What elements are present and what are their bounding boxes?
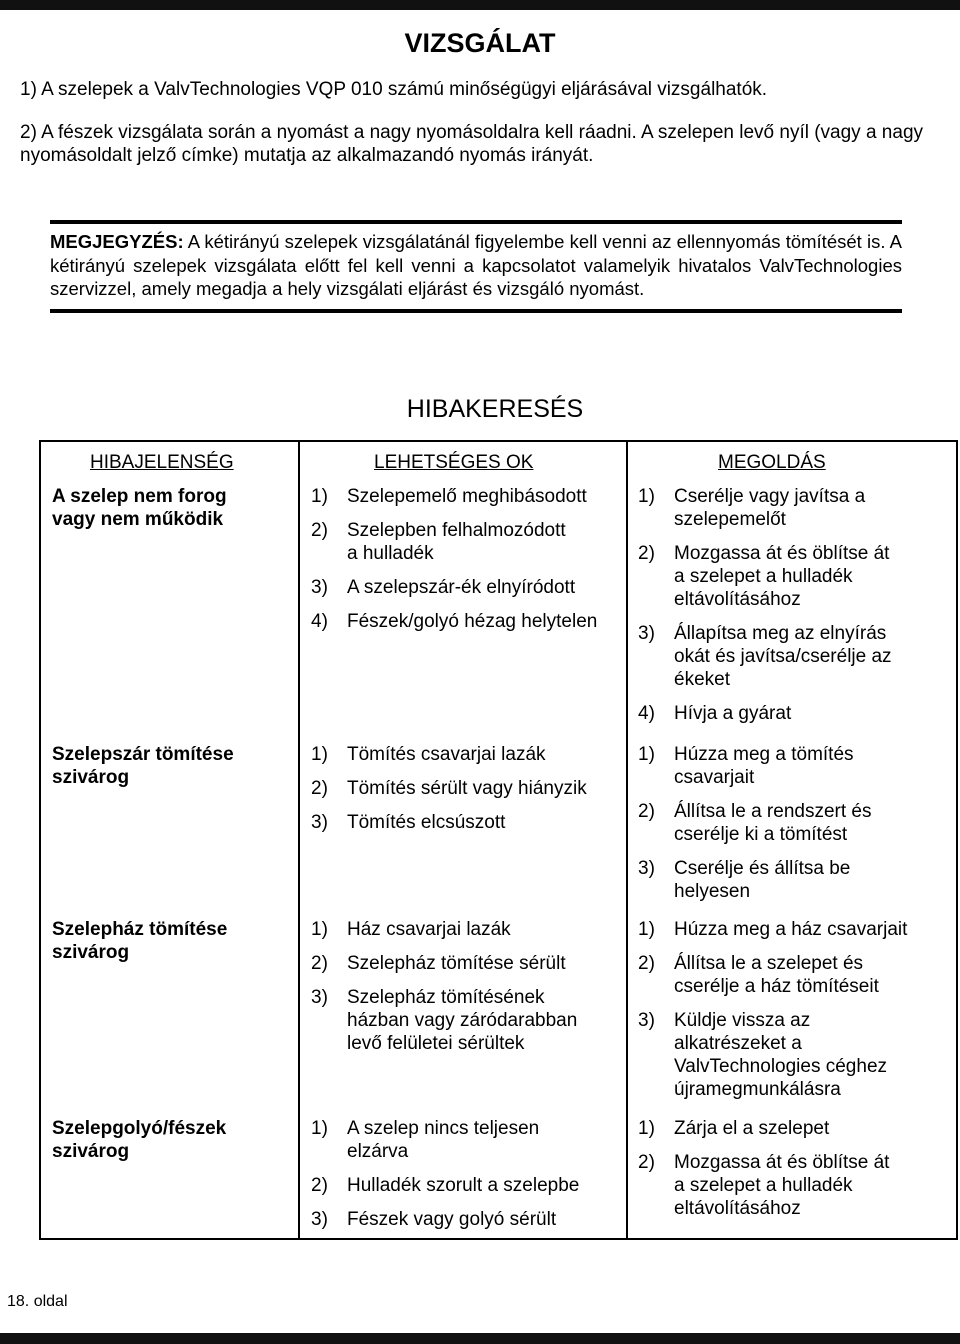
- header-symptom: HIBAJELENSÉG: [90, 452, 234, 473]
- solution-item: 3) Állapítsa meg az elnyírás okát és javítsa/cserélje az ékeket: [638, 623, 892, 690]
- header-solution: MEGOLDÁS: [718, 452, 826, 473]
- note-top-rule: [50, 220, 902, 224]
- troubleshooting-table: [39, 440, 958, 1240]
- top-rule: [0, 0, 960, 10]
- cause-list: [311, 918, 621, 1055]
- cause-item: 3) Fészek vagy golyó sérült: [311, 1209, 557, 1230]
- cause-list: [311, 485, 621, 633]
- cause-list: [311, 1117, 621, 1231]
- note-bottom-rule: [50, 309, 902, 313]
- cause-item: 2) Szelepház tömítése sérült: [311, 953, 566, 974]
- cause-item: 1) Szelepemelő meghibásodott: [311, 486, 587, 507]
- note-box: [50, 220, 902, 313]
- symptom-cell: Szelepgolyó/fészek szivárog: [52, 1118, 227, 1162]
- troubleshooting-title: HIBAKERESÉS: [406, 395, 584, 423]
- solution-item: 1) Cserélje vagy javítsa a szelepemelőt: [638, 486, 866, 530]
- symptom-cell: A szelep nem forog vagy nem működik: [52, 486, 227, 530]
- symptom-cell: Szelepszár tömítése szivárog: [52, 744, 234, 788]
- bottom-rule: [0, 1333, 960, 1344]
- cause-item: 4) Fészek/golyó hézag helytelen: [311, 611, 598, 632]
- solution-item: 3) Cserélje és állítsa be helyesen: [638, 858, 851, 902]
- solution-list: [638, 743, 938, 903]
- cause-item: 3) Szelepház tömítésének házban vagy záródarabban levő felületei sérültek: [311, 987, 578, 1054]
- page-title: VIZSGÁLAT: [404, 28, 556, 58]
- solution-item: 2) Állítsa le a rendszert és cserélje ki a tömítést: [638, 801, 872, 845]
- solution-list: [638, 485, 938, 725]
- solution-item: 2) Állítsa le a szelepet és cserélje a ház tömítéseit: [638, 953, 879, 997]
- solution-item: 2) Mozgassa át és öblítse át a szelepet a hulladék eltávolításához: [638, 543, 890, 610]
- solution-list: [638, 918, 938, 1101]
- cause-item: 1) A szelep nincs teljesen elzárva: [311, 1118, 540, 1162]
- solution-item: 1) Húzza meg a tömítés csavarjait: [638, 744, 854, 788]
- solution-item: 2) Mozgassa át és öblítse át a szelepet a hulladék eltávolításához: [638, 1152, 890, 1219]
- cause-item: 2) Szelepben felhalmozódott a hulladék: [311, 520, 566, 564]
- note-paragraph: [50, 230, 902, 301]
- solution-list: [638, 1117, 938, 1220]
- column-divider: [298, 442, 300, 1238]
- solution-item: 1) Húzza meg a ház csavarjait: [638, 919, 908, 940]
- intro-paragraph-1: 1) A szelepek a ValvTechnologies VQP 010 számú minőségügyi eljárásával vizsgálhatók.: [20, 79, 768, 100]
- page-number: 18. oldal: [7, 1293, 68, 1310]
- solution-item: 3) Küldje vissza az alkatrészeket a ValvTechnologies céghez újramegmunkálásra: [638, 1010, 888, 1100]
- cause-item: 1) Tömítés csavarjai lazák: [311, 744, 546, 765]
- note-text: A kétirányú szelepek vizsgálatánál figyelembe kell venni az ellennyomás tömítését is. A kétirányú szelepek vizsgálata előtt fel kell venni a kapcsolatot valamelyik hivatalos ValvTechnologies szervizzel, amely megadja a hely vizsgálati eljárást és vizsgáló nyomást.: [50, 231, 902, 299]
- cause-list: [311, 743, 621, 834]
- cause-item: 2) Hulladék szorult a szelepbe: [311, 1175, 580, 1196]
- column-divider: [626, 442, 628, 1238]
- intro-paragraph-2: 2) A fészek vizsgálata során a nyomást a nagy nyomásoldalra kell ráadni. A szelepen levő nyíl (vagy a nagy nyomásoldalt jelző címke) mutatja az alkalmazandó nyomás irányát.: [20, 122, 924, 166]
- cause-item: 1) Ház csavarjai lazák: [311, 919, 511, 940]
- cause-item: 2) Tömítés sérült vagy hiányzik: [311, 778, 587, 799]
- cause-item: 3) Tömítés elcsúszott: [311, 812, 506, 833]
- header-cause: LEHETSÉGES OK: [374, 452, 534, 473]
- cause-item: 3) A szelepszár-ék elnyíródott: [311, 577, 576, 598]
- note-label: MEGJEGYZÉS:: [50, 231, 184, 252]
- solution-item: 4) Hívja a gyárat: [638, 703, 792, 724]
- solution-item: 1) Zárja el a szelepet: [638, 1118, 830, 1139]
- symptom-cell: Szelepház tömítése szivárog: [52, 919, 228, 963]
